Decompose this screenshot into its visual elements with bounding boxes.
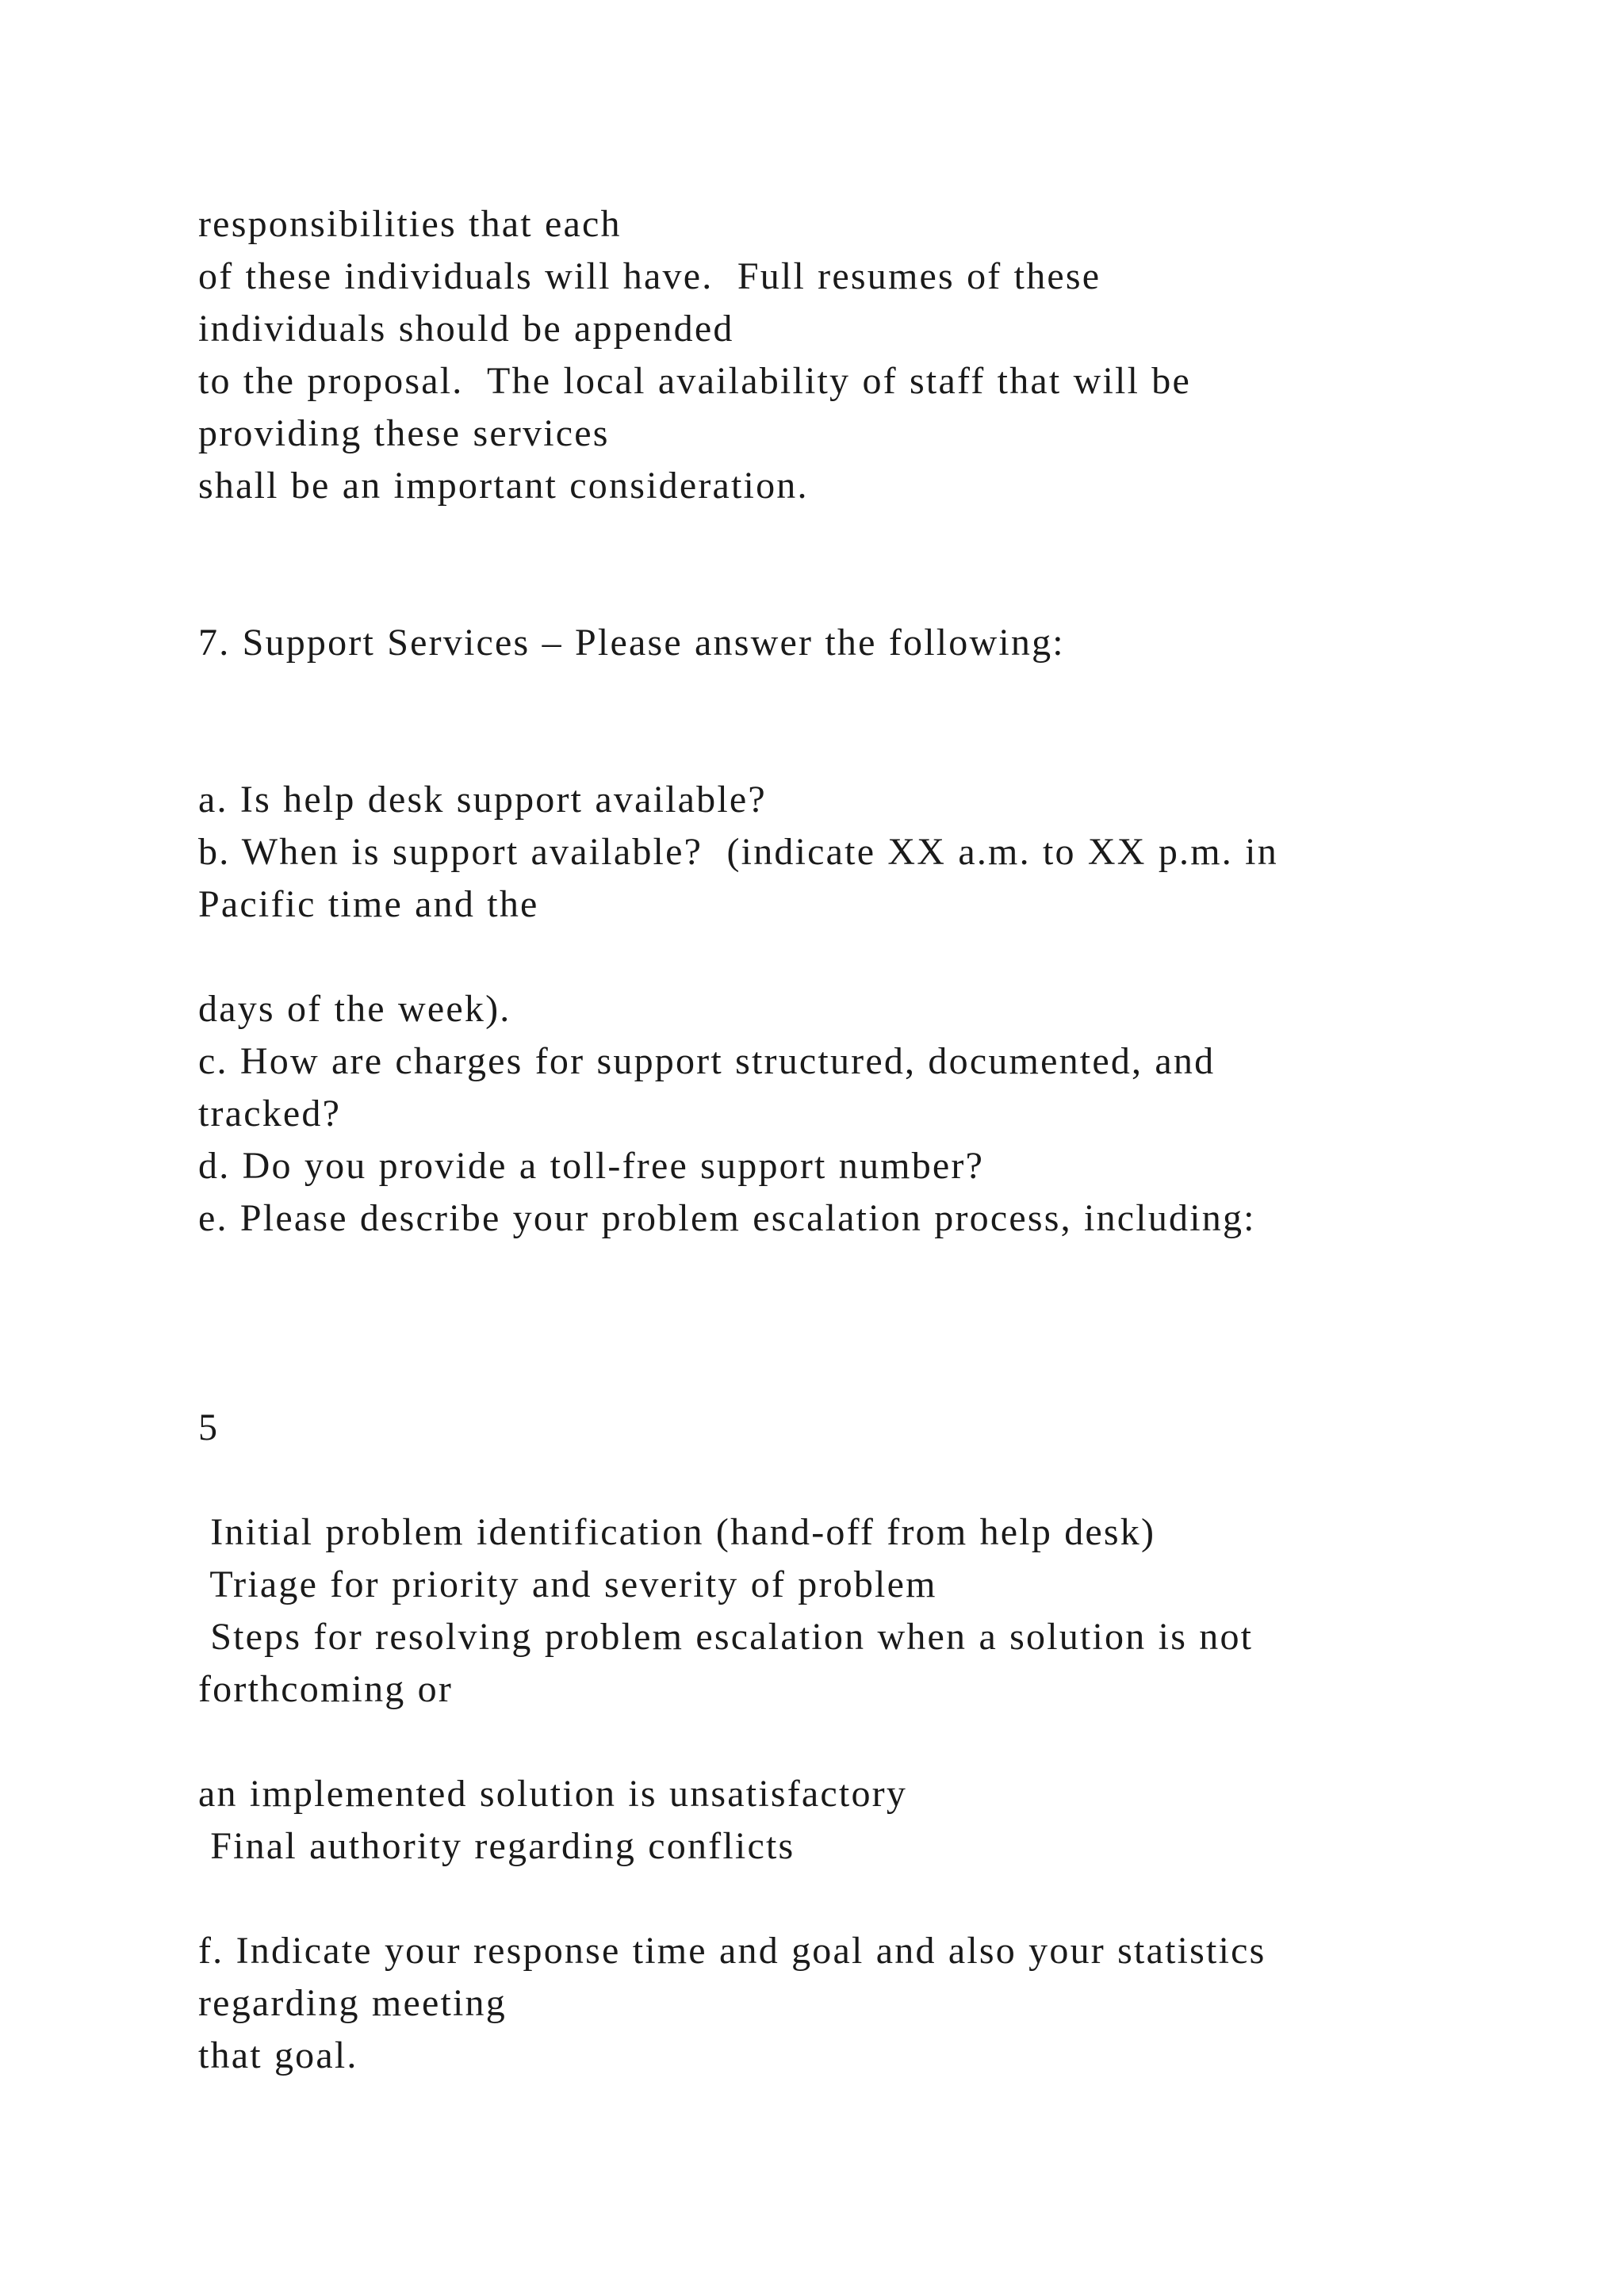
- question-line: a. Is help desk support available?: [198, 779, 767, 821]
- list-item: forthcoming or: [198, 1668, 454, 1710]
- spacer: [198, 1454, 1562, 1506]
- spacer: [198, 931, 1562, 983]
- question-line: Pacific time and the: [198, 883, 539, 925]
- question-line: e. Please describe your problem escalation process, including:: [198, 1197, 1256, 1239]
- paragraph-line: providing these services: [198, 412, 610, 454]
- paragraph-line: individuals should be appended: [198, 308, 734, 350]
- question-line: days of the week).: [198, 988, 511, 1030]
- list-item: Steps for resolving problem escalation when a solution is not: [198, 1616, 1254, 1658]
- paragraph-line: responsibilities that each: [198, 203, 622, 245]
- question-line: b. When is support available? (indicate XX a.m. to XX p.m. in: [198, 831, 1278, 873]
- paragraph-line: of these individuals will have. Full resumes of these: [198, 255, 1101, 297]
- question-line: c. How are charges for support structured, documented, and: [198, 1040, 1216, 1082]
- list-item: an implemented solution is unsatisfactory: [198, 1773, 908, 1815]
- section-heading: 7. Support Services – Please answer the following:: [198, 622, 1065, 664]
- spacer: [198, 669, 1562, 774]
- list-item: Triage for priority and severity of problem: [198, 1563, 937, 1605]
- question-line: that goal.: [198, 2034, 358, 2076]
- list-item: Initial problem identification (hand-off from help desk): [198, 1511, 1156, 1553]
- spacer: [198, 512, 1562, 617]
- page-number: 5: [198, 1406, 220, 1448]
- paragraph-line: to the proposal. The local availability of staff that will be: [198, 360, 1192, 402]
- list-item: Final authority regarding conflicts: [198, 1825, 795, 1867]
- question-line: d. Do you provide a toll-free support number?: [198, 1145, 985, 1187]
- document-body: [198, 198, 1562, 2082]
- question-line: regarding meeting: [198, 1982, 507, 2024]
- paragraph-line: shall be an important consideration.: [198, 465, 809, 507]
- question-line: tracked?: [198, 1093, 342, 1135]
- spacer: [198, 1873, 1562, 1925]
- question-line: f. Indicate your response time and goal and also your statistics: [198, 1930, 1266, 1972]
- spacer: [198, 1245, 1562, 1402]
- spacer: [198, 1716, 1562, 1768]
